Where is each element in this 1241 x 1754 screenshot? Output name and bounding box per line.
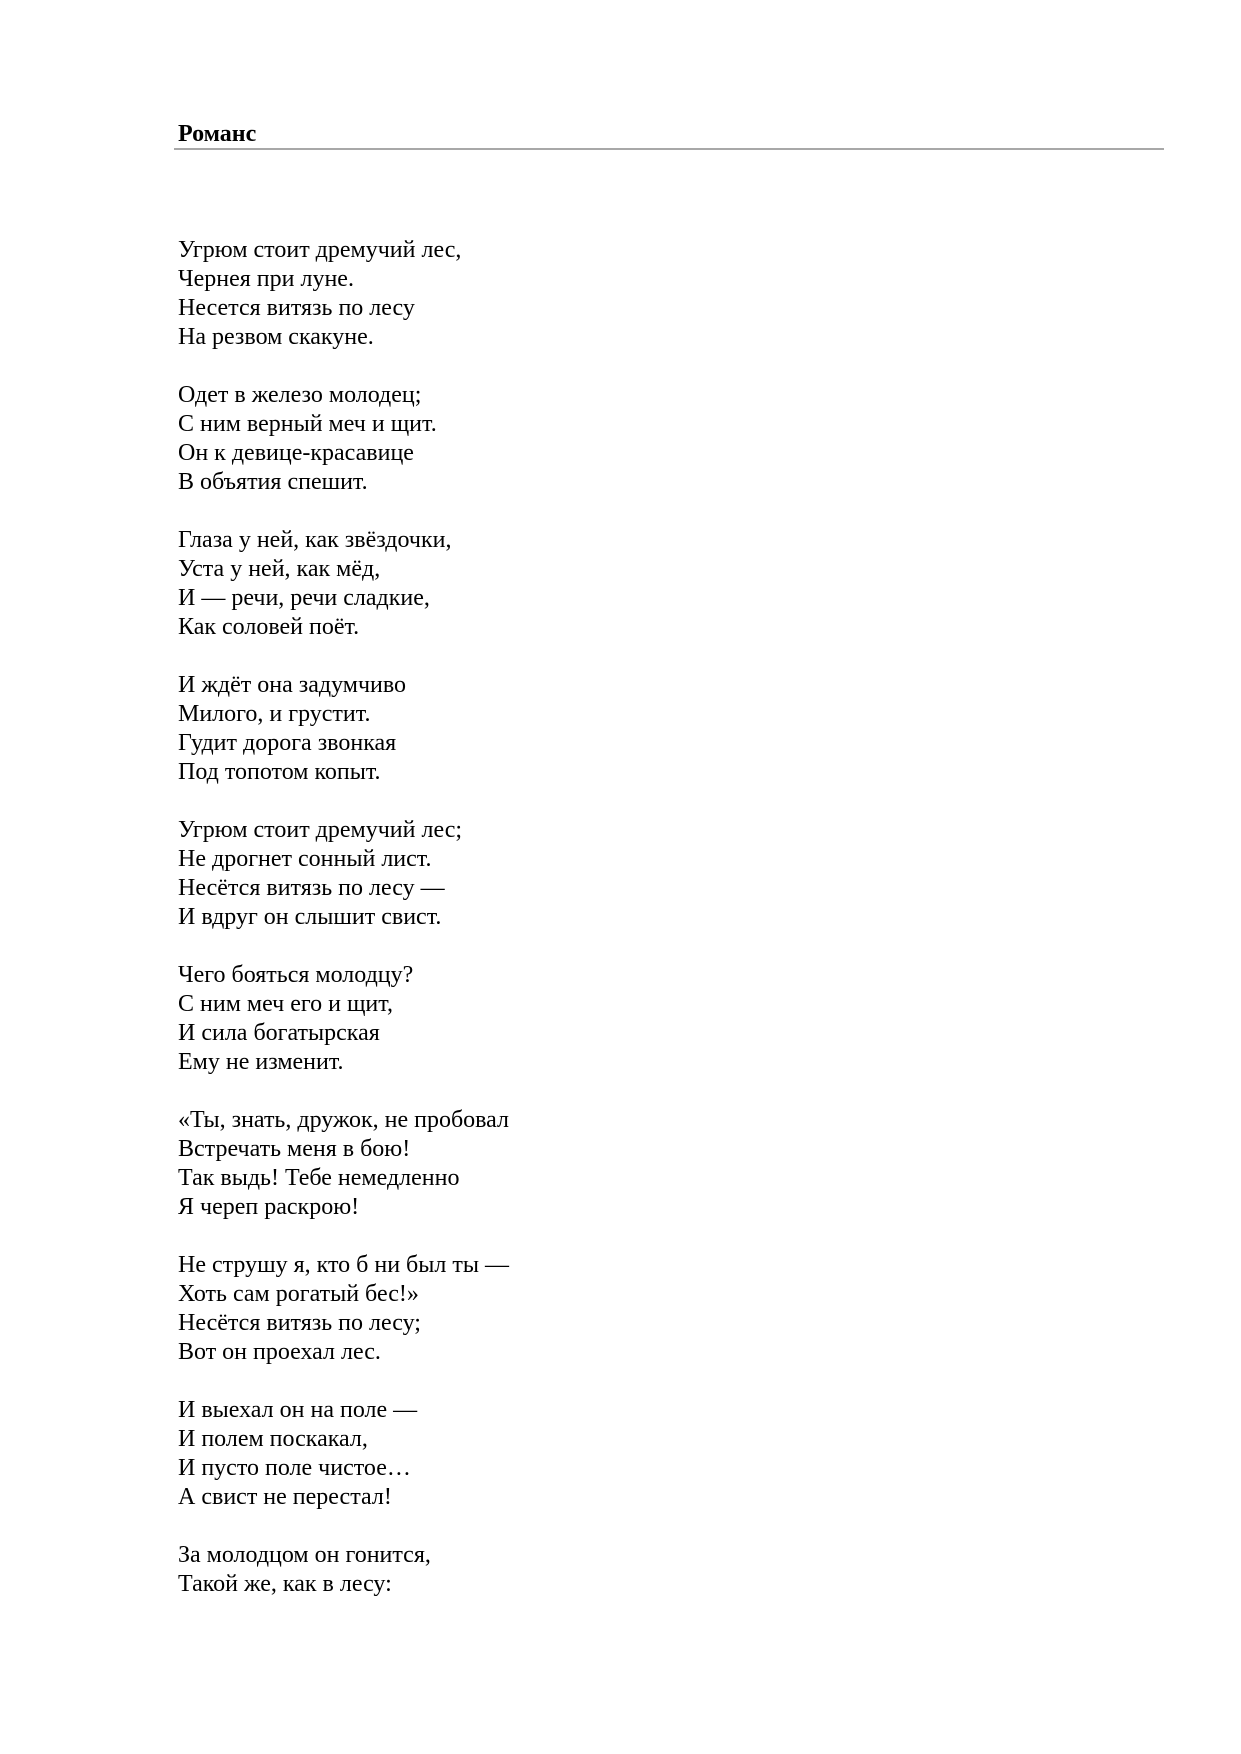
- poem-line: «Ты, знать, дружок, не пробовал: [178, 1107, 510, 1133]
- poem-line: Встречать меня в бою!: [178, 1136, 411, 1162]
- poem-line: А свист не перестал!: [178, 1484, 392, 1510]
- poem-line: За молодцом он гонится,: [178, 1542, 431, 1568]
- stanza: [178, 1106, 878, 1222]
- poem-line: Несётся витязь по лесу —: [178, 875, 445, 901]
- poem-line: Под топотом копыт.: [178, 759, 381, 785]
- poem-line: И пусто поле чистое…: [178, 1455, 411, 1481]
- stanza: [178, 526, 878, 642]
- poem-line: И полем поскакал,: [178, 1426, 368, 1452]
- poem-line: И ждёт она задумчиво: [178, 672, 407, 698]
- poem-line: Хоть сам рогатый бес!»: [178, 1281, 419, 1307]
- poem-line: Угрюм стоит дремучий лес;: [178, 817, 463, 843]
- poem-line: Угрюм стоит дремучий лес,: [178, 237, 462, 263]
- poem-line: И выехал он на поле —: [178, 1397, 418, 1423]
- stanza: [178, 381, 878, 497]
- poem-line: Гудит дорога звонкая: [178, 730, 397, 756]
- poem-line: Чернея при луне.: [178, 266, 354, 292]
- poem-line: Вот он проехал лес.: [178, 1339, 381, 1365]
- poem-line: И вдруг он слышит свист.: [178, 904, 442, 930]
- poem-line: Не струшу я, кто б ни был ты —: [178, 1252, 509, 1278]
- poem-line: Одет в железо молодец;: [178, 382, 422, 408]
- page-header: [174, 118, 1164, 150]
- poem-line: Как соловей поёт.: [178, 614, 360, 640]
- stanza: [178, 1396, 878, 1512]
- page-title: Романс: [178, 121, 257, 147]
- poem-line: На резвом скакуне.: [178, 324, 374, 350]
- poem-line: С ним верный меч и щит.: [178, 411, 437, 437]
- poem-line: Я череп раскрою!: [178, 1194, 360, 1220]
- header-divider: [174, 148, 1164, 150]
- stanza: [178, 671, 878, 787]
- poem-body: [178, 236, 878, 1628]
- poem-line: Не дрогнет сонный лист.: [178, 846, 432, 872]
- poem-line: Глаза у ней, как звёздочки,: [178, 527, 452, 553]
- stanza: [178, 1541, 878, 1599]
- poem-line: Несётся витязь по лесу;: [178, 1310, 421, 1336]
- poem-line: И — речи, речи сладкие,: [178, 585, 430, 611]
- stanza: [178, 816, 878, 932]
- poem-line: Такой же, как в лесу:: [178, 1571, 392, 1597]
- poem-line: С ним меч его и щит,: [178, 991, 393, 1017]
- poem-line: Ему не изменит.: [178, 1049, 344, 1075]
- poem-line: В объятия спешит.: [178, 469, 368, 495]
- poem-line: Милого, и грустит.: [178, 701, 371, 727]
- poem-line: Чего бояться молодцу?: [178, 962, 414, 988]
- poem-line: Он к девице-красавице: [178, 440, 414, 466]
- poem-line: Так выдь! Тебе немедленно: [178, 1165, 460, 1191]
- stanza: [178, 236, 878, 352]
- poem-line: Несется витязь по лесу: [178, 295, 415, 321]
- poem-line: Уста у ней, как мёд,: [178, 556, 381, 582]
- poem-line: И сила богатырская: [178, 1020, 380, 1046]
- stanza: [178, 961, 878, 1077]
- stanza: [178, 1251, 878, 1367]
